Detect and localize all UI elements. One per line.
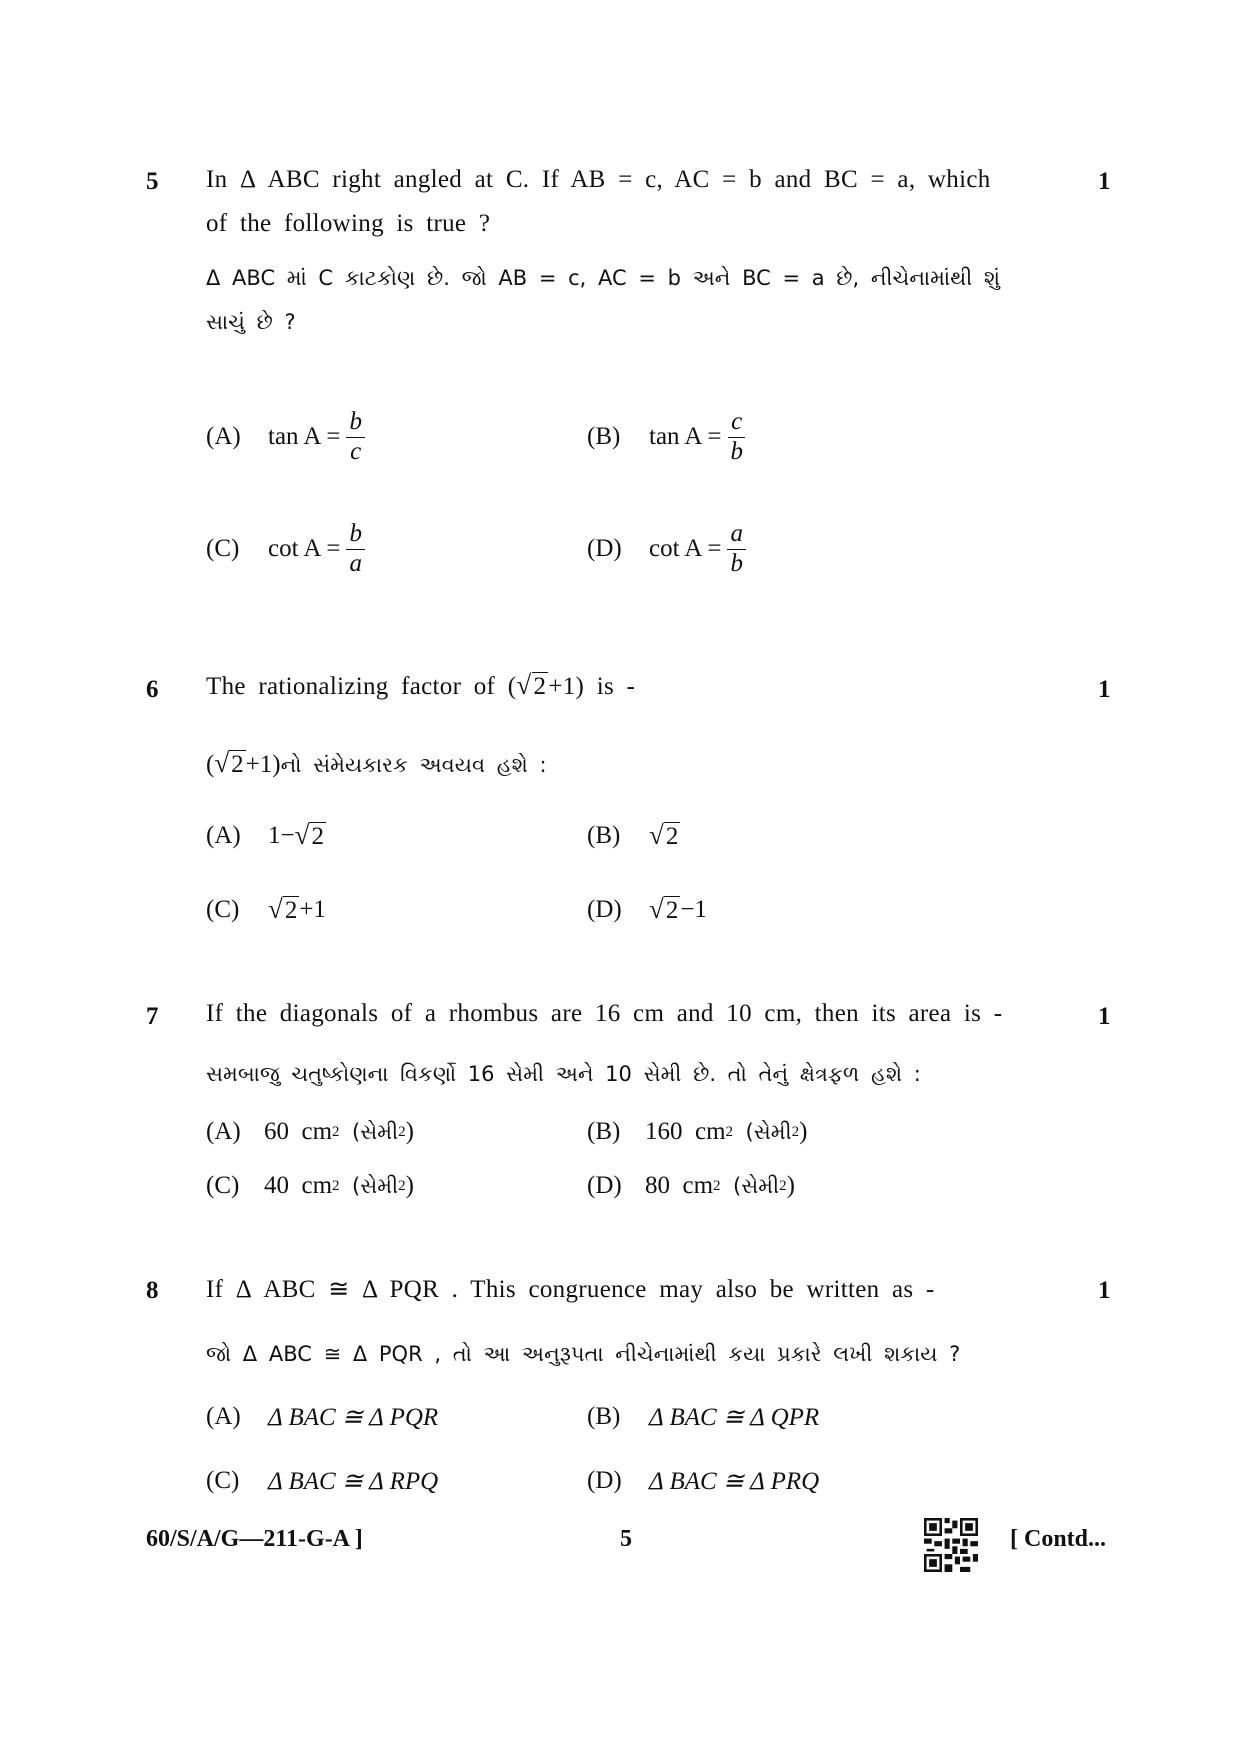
option-b — [587, 822, 680, 851]
option-a — [206, 822, 326, 851]
question-text-gu: સમબાજુ ચતુષ્કોણના વિકર્ણો 16 સેમી અને 10 સેમી છે. તો તેનું ક્ષેત્રફળ હશે : — [206, 1062, 921, 1086]
qr-code-icon — [924, 1518, 978, 1572]
option-func: tan A = — [268, 423, 341, 451]
option-unit-gu: (સેમી — [352, 1173, 399, 1198]
question-text-en: If the diagonals of a rhombus are 16 cm and 10 cm, then its area is - — [206, 1000, 1003, 1027]
denominator: c — [350, 437, 362, 465]
fraction — [727, 520, 746, 579]
option-value: 40 — [264, 1172, 289, 1199]
question-text-gu: જો Δ ABC ≅ Δ PQR , તો આ અનુરૂપતા નીચેનામાંથી કયા પ્રકારે લખી શકાય ? — [206, 1342, 961, 1366]
option-label: (D) — [587, 896, 622, 924]
marks: 1 — [1098, 1277, 1111, 1304]
option-label: (B) — [587, 1403, 621, 1430]
option-d — [587, 1172, 795, 1200]
option-value: 60 — [264, 1118, 289, 1145]
question-text-gu — [206, 750, 547, 779]
unit-exponent-gu: 2 — [779, 1177, 787, 1194]
numerator: a — [727, 520, 746, 550]
option-close: ) — [786, 1172, 795, 1199]
numerator: b — [346, 520, 365, 550]
sqrt: √ 2 — [294, 820, 324, 850]
question-text-en-cont: of the following is true ? — [206, 210, 491, 237]
fraction — [346, 408, 365, 467]
question-number: 6 — [146, 676, 159, 703]
option-value: 160 — [645, 1118, 683, 1145]
question-text-en: If Δ ABC ≅ Δ PQR . This congruence may also be written as - — [206, 1276, 935, 1303]
denominator: b — [730, 437, 743, 465]
option-unit: cm — [301, 1172, 333, 1199]
expression-rest: +1 — [245, 751, 273, 778]
question-suffix-gu: નો સંમેયકારક અવયવ હશે : — [280, 753, 547, 777]
option-label: (C) — [206, 535, 240, 563]
unit-exponent: 2 — [725, 1123, 734, 1140]
question-text-en — [206, 672, 635, 701]
option-unit: cm — [682, 1172, 714, 1199]
option-label: (A) — [206, 1403, 241, 1430]
option-c — [206, 896, 326, 925]
unit-exponent-gu: 2 — [791, 1123, 800, 1140]
option-func: cot A = — [268, 535, 341, 563]
question-number: 7 — [146, 1003, 159, 1030]
option-value: Δ BAC ≅ Δ PRQ — [649, 1468, 820, 1495]
sqrt: √ 2 — [268, 894, 298, 924]
continued-label: [ Contd... — [1010, 1526, 1107, 1552]
option-a — [206, 1118, 414, 1146]
radicand: 2 — [284, 897, 298, 924]
question-suffix: is - — [596, 673, 636, 700]
option-close: ) — [405, 1118, 414, 1145]
unit-exponent: 2 — [332, 1177, 340, 1194]
unit-exponent-gu: 2 — [398, 1177, 406, 1194]
option-a — [206, 408, 365, 467]
option-value: Δ BAC ≅ Δ QPR — [649, 1404, 820, 1431]
radicand: 2 — [231, 751, 244, 778]
option-close: ) — [405, 1172, 414, 1199]
radicand: 2 — [665, 823, 679, 850]
question-text-en: In Δ ABC right angled at C. If AB = c, AC = b and BC = a, which — [206, 166, 991, 193]
radicand: 2 — [533, 673, 547, 700]
option-post: +1 — [299, 896, 326, 924]
option-d — [587, 896, 707, 925]
option-label: (D) — [587, 1172, 622, 1199]
paper-code: 60/S/A/G—211-G-A ] — [146, 1526, 363, 1552]
option-label: (D) — [587, 535, 622, 563]
option-value: 80 — [645, 1172, 670, 1199]
option-c — [206, 1172, 414, 1200]
question-number: 8 — [146, 1277, 159, 1304]
option-b — [587, 1402, 819, 1432]
radicand: 2 — [665, 897, 679, 924]
option-func: cot A = — [649, 535, 722, 563]
expression-rest: +1 — [548, 673, 576, 700]
option-label: (A) — [206, 1118, 241, 1145]
option-a — [206, 1402, 438, 1432]
sqrt: √ 2 — [649, 894, 679, 924]
question-prefix: The rationalizing factor of — [206, 673, 496, 700]
option-post: −1 — [680, 896, 707, 924]
option-func: tan A = — [649, 423, 722, 451]
question-text-gu-cont: સાચું છે ? — [206, 310, 296, 334]
option-unit-gu: (સેમી — [745, 1119, 792, 1144]
option-unit-gu: (સેમી — [733, 1173, 780, 1198]
question-number: 5 — [146, 168, 159, 195]
question-text-gu: Δ ABC માં C કાટકોણ છે. જો AB = c, AC = b અને BC = a છે, નીચેનામાંથી શું — [206, 266, 1001, 290]
unit-exponent-gu: 2 — [398, 1123, 406, 1140]
option-label: (D) — [587, 1467, 622, 1494]
option-b — [587, 1118, 807, 1146]
option-label: (C) — [206, 896, 240, 924]
option-unit: cm — [301, 1118, 333, 1145]
option-value: Δ BAC ≅ Δ RPQ — [268, 1468, 439, 1495]
option-label: (A) — [206, 423, 241, 451]
option-label: (A) — [206, 822, 241, 850]
numerator: c — [728, 408, 745, 438]
option-label: (B) — [587, 822, 621, 850]
denominator: a — [349, 549, 362, 577]
option-label: (C) — [206, 1467, 240, 1494]
expression: ( √ 2 +1) — [507, 670, 585, 700]
option-c — [206, 520, 365, 579]
unit-exponent: 2 — [713, 1177, 721, 1194]
option-b — [587, 408, 746, 467]
unit-exponent: 2 — [332, 1123, 340, 1140]
option-label: (B) — [587, 1118, 621, 1145]
page-number: 5 — [620, 1526, 632, 1552]
fraction — [727, 408, 746, 467]
option-value: Δ BAC ≅ Δ PQR — [268, 1404, 439, 1431]
fraction — [346, 520, 365, 579]
option-label: (B) — [587, 423, 621, 451]
option-d — [587, 1466, 819, 1496]
option-d — [587, 520, 746, 579]
option-label: (C) — [206, 1172, 240, 1199]
marks: 1 — [1098, 168, 1111, 195]
option-close: ) — [799, 1118, 808, 1145]
option-c — [206, 1466, 438, 1496]
marks: 1 — [1098, 1003, 1111, 1030]
numerator: b — [346, 408, 365, 438]
option-unit-gu: (સેમી — [352, 1119, 399, 1144]
denominator: b — [730, 549, 743, 577]
sqrt: √ 2 — [649, 820, 679, 850]
option-unit: cm — [695, 1118, 726, 1145]
expression: ( √ 2 +1) — [206, 748, 281, 778]
option-pre: 1− — [268, 822, 295, 850]
radicand: 2 — [311, 823, 324, 850]
marks: 1 — [1098, 676, 1111, 703]
